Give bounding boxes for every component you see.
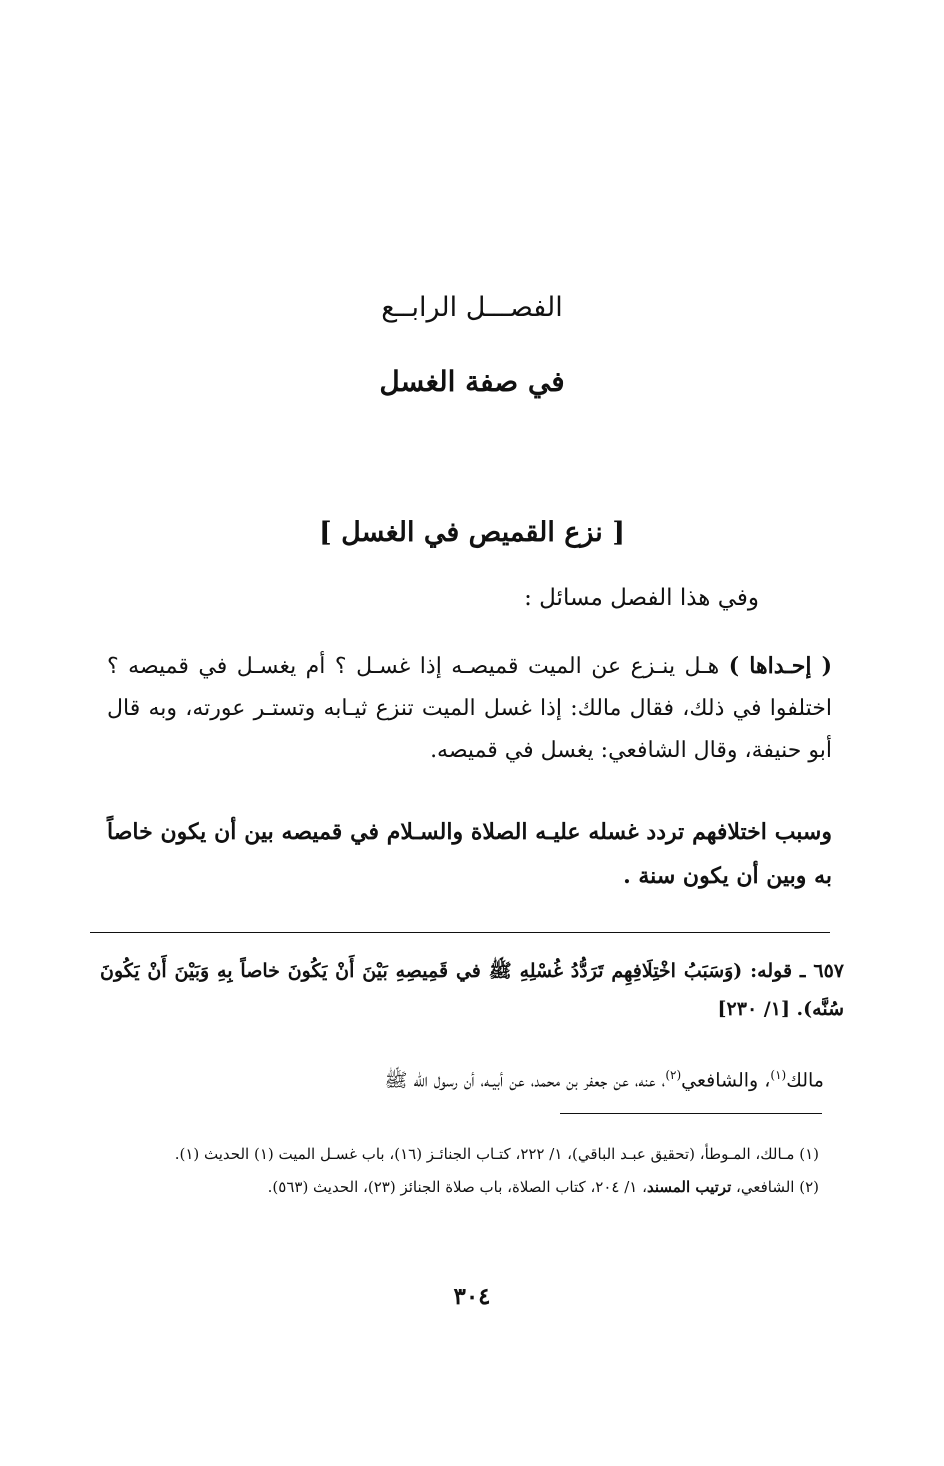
footnote-ref-1: (١) xyxy=(770,1068,787,1082)
narrator-shafii: ، والشافعي xyxy=(681,1069,771,1092)
footnote-1: (١) مـالك، المـوطأ، (تحقيق عبـد الباقي)، ١/ ٢٢٢، كتـاب الجنائـز (١٦)، باب غسـل الميت (١) الحديث (١). xyxy=(174,1145,819,1163)
narration-rest: ، عنه، عن جعفر بن محمد، عن أبيـه، أن رسول الله ﷺ xyxy=(384,1069,666,1092)
commentary-quote: (وَسَبَبُ اخْتِلَافِهِم تَرَدُّدُ غُسْلِهِ ﷺ في قَمِيصِهِ بَيْنَ أَنْ يَكُونَ خاصاً بِهِ وَبَيْنَ أَنْ يَكُونَ سُنَّه). [١/ ٢٣٠] xyxy=(100,960,844,1020)
chapter-label: الفصـــل الرابــع xyxy=(381,292,563,323)
paragraph-reason: وسبب اختلافهم تردد غسله عليـه الصلاة والسـلام في قميصه بين أن يكون خاصاً به وبين أن يكون سنة . xyxy=(107,819,832,889)
divider-line xyxy=(90,932,830,933)
section-heading: [ نزع القميص في الغسل ] xyxy=(319,517,625,548)
footnote-divider xyxy=(560,1113,822,1114)
footnote-2-start: (٢) الشافعي، xyxy=(731,1178,819,1196)
footnotes xyxy=(119,1138,819,1204)
narrator-malik: مالك xyxy=(786,1069,824,1092)
chapter-title: في صفة الغسل xyxy=(379,365,565,398)
footnote-2 xyxy=(119,1171,819,1204)
intro-line: وفي هذا الفصل مسائل : xyxy=(524,585,759,611)
commentary-block xyxy=(100,952,844,1028)
commentary-number: ٦٥٧ ـ قوله: xyxy=(750,960,844,982)
paragraph-first-issue xyxy=(107,645,832,772)
footnote-2-end: ، ١/ ٢٠٤، كتاب الصلاة، باب صلاة الجنائز (٢٣)، الحديث (٥٦٣). xyxy=(267,1178,647,1196)
footnote-ref-2: (٢) xyxy=(665,1068,682,1082)
narration-chain xyxy=(104,1056,824,1099)
footnote-2-book: ترتيب المسند xyxy=(646,1178,732,1196)
paragraph-body: هـل ينـزع عن الميت قميصـه إذا غسـل ؟ أم يغسـل في قميصه ؟ اختلفوا في ذلك، فقال مالك: إذا غسل الميت تنزع ثيـابه وتستـر عورته، وبه قال أبو حنيفة، وقال الشافعي: يغسل في قميصه. xyxy=(107,654,832,763)
paragraph-lead: ( إحـداها ) xyxy=(728,653,832,679)
page-number: ٣٠٤ xyxy=(453,1283,491,1310)
